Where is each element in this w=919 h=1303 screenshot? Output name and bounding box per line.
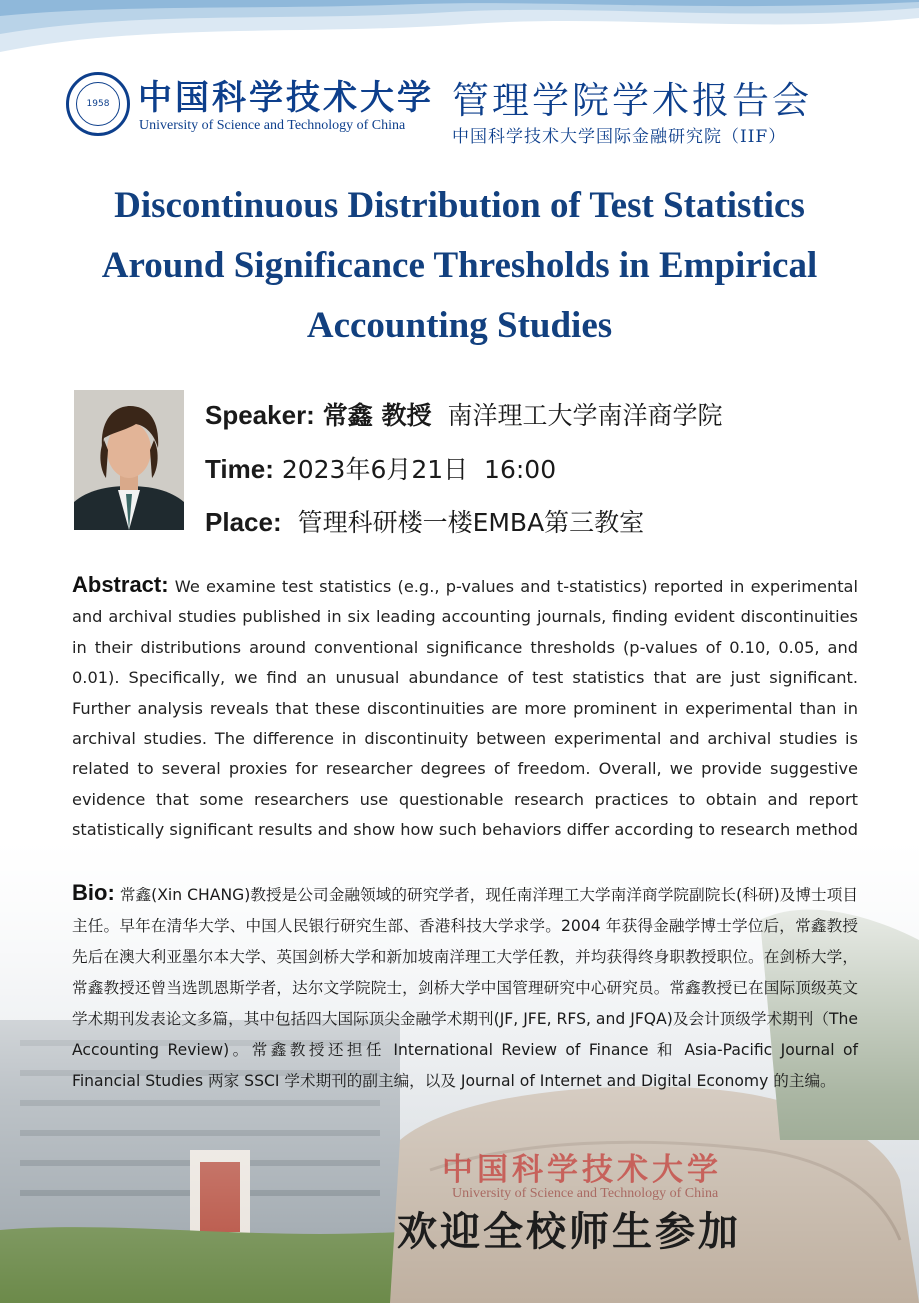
bio-text: 常鑫(Xin CHANG)教授是公司金融领域的研究学者，现任南洋理工大学南洋商学院副院长(科研)及博士项目主任。早年在清华大学、中国人民银行研究生部、香港科技大学求学。2004 年获得金融学博士学位后，常鑫教授先后在澳大利亚墨尔本大学、英国剑桥大学和新加坡南洋理工大学任教，并均获得终身职教授职位。在剑桥大学，常鑫教授还曾当选凯恩斯学者，达尔文学院院士，剑桥大学中国管理研究中心研究员。常鑫教授已在国际顶级英文学术期刊发表论文多篇，其中包括四大国际顶尖金融学术期刊(JF, JFE, RFS, and JFQA)及会计顶级学术期刊（The Accounting Review)。常鑫教授还担任 International Review of Finance 和 Asia-Pacific Journal of Financial Studies 两家 SSCI 学术期刊的副主编，以及 Journal of Internet and Digital Economy 的主编。 [72,886,858,1090]
speaker-photo [74,390,184,530]
university-seal-icon [66,72,130,136]
talk-title-line: Around Significance Thresholds in Empirical [101,245,818,286]
speaker-label: Speaker: [205,400,315,430]
rock-inscription-en: University of Science and Technology of China [452,1186,719,1201]
seal-year: 1958 [86,99,110,109]
header [0,58,919,158]
talk-title-line: Discontinuous Distribution of Test Statistics [114,185,805,226]
speaker-name: 常鑫 教授 [322,401,432,430]
bio-section [72,877,858,1097]
talk-title-line: Accounting Studies [306,305,613,346]
rock-inscription-cn: 中国科学技术大学 [442,1152,722,1188]
welcome-message: 欢迎全校师生参加 [397,1208,741,1255]
place-value: 管理科研楼一楼EMBA第三教室 [297,508,645,537]
time-line [205,450,556,486]
time-value: 2023年6月21日 16:00 [281,455,557,484]
abstract-section [72,570,858,876]
speaker-affiliation: 南洋理工大学南洋商学院 [447,401,723,430]
place-line [205,503,644,539]
place-label: Place: [205,507,282,537]
time-label: Time: [205,454,274,484]
abstract-label: Abstract: [72,572,169,597]
university-name-en: University of Science and Technology of China [139,118,406,133]
university-name-cn: 中国科学技术大学 [138,78,434,118]
talk-title [40,176,879,356]
series-title: 管理学院学术报告会 [452,79,812,122]
abstract-text: We examine test statistics (e.g., p-values and t-statistics) reported in experimental and archival studies published in six leading accounting journals, finding evident discontinuities in their distributions around conventional significance thresholds (p-values of 0.10, 0.05, and 0.01). Specifically, we find an unusual abundance of test statistics that are just significant. Further analysis reveals that these discontinuities are more prominent in experimental than in archival studies. The difference in discontinuity between experimental and archival studies is related to several proxies for researcher degrees of freedom. Overall, we provide suggestive evidence that some researchers use questionable research practices to obtain and report statistically significant results and show how such behaviors differ according to research method [72,577,858,840]
institute-name: 中国科学技术大学国际金融研究院（IIF） [452,127,787,147]
bio-label: Bio: [72,880,115,905]
speaker-line [205,396,722,432]
